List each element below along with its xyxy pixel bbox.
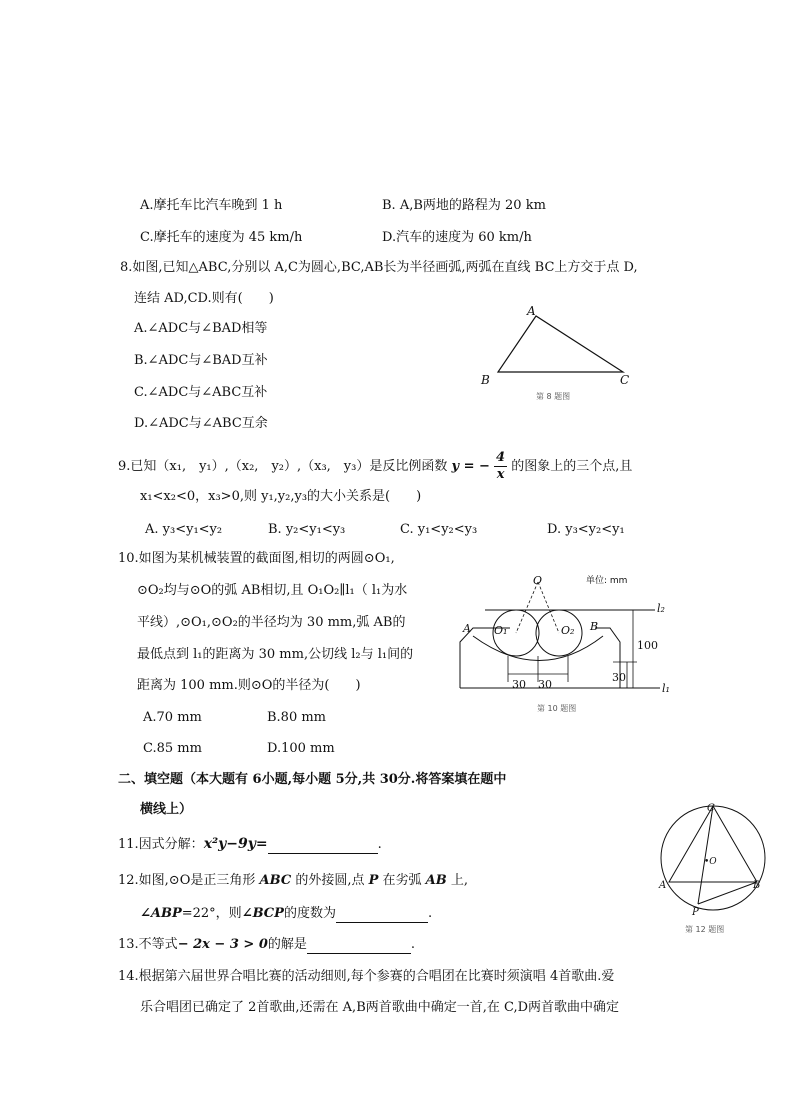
q9-option-a: A. y₃<y₁<y₂ xyxy=(145,522,223,537)
q10-label-l2: l₂ xyxy=(657,602,665,615)
q12-angle-abp: ∠ABP xyxy=(140,906,182,921)
q8-option-a: A.∠ADC与∠BAD相等 xyxy=(134,321,268,336)
q10-unit-label: 单位: mm xyxy=(586,576,628,586)
q12-line1-pre: 12.如图,⊙O是正三角形 xyxy=(118,873,256,888)
q12-p: P xyxy=(368,873,379,888)
q12-label-b: B xyxy=(753,880,761,891)
q8-option-d: D.∠ADC与∠ABC互余 xyxy=(134,416,268,431)
q10-option-d: D.100 mm xyxy=(267,741,335,756)
q12-line1-mid: 的外接圆,点 xyxy=(295,873,365,888)
q10-label-30c: 30 xyxy=(612,671,626,684)
q13-end: . xyxy=(410,937,416,952)
q10-label-o2: O₂ xyxy=(561,624,575,637)
q10-stem-line1: 10.如图为某机械装置的截面图,相切的两圆⊙O₁, xyxy=(118,551,395,566)
q10-label-b: B xyxy=(590,620,599,633)
q11-expr: x²y−9y= xyxy=(203,836,268,852)
q12-label-a: A xyxy=(659,880,667,891)
q11-end: . xyxy=(377,837,382,852)
q12-label-o: •O xyxy=(704,857,717,867)
q10-label-30b: 30 xyxy=(538,678,552,691)
q11-text: 11.因式分解： xyxy=(118,837,204,852)
q12-line2-mid: =22°，则 xyxy=(181,906,242,921)
q8-stem-text: 8.如图,已知△ABC,分别以 A,C为圆心,BC,AB长为半径画弧,两弧在直线 BC上方交于点 D, xyxy=(120,260,638,275)
q10-label-100: 100 xyxy=(637,639,658,652)
q9-fraction-numerator: 4 xyxy=(496,450,506,465)
triangle-abc xyxy=(498,316,623,372)
q10-caption: 第 10 题图 xyxy=(537,704,577,713)
q10-label-30a: 30 xyxy=(512,678,526,691)
q8-label-b: B xyxy=(481,373,490,387)
q10-stem-line5: 距离为 100 mm.则⊙O的半径为( ) xyxy=(137,678,361,693)
q9-stem-line2: x₁<x₂<0，x₃>0,则 y₁,y₂,y₃的大小关系是( ) xyxy=(140,489,422,504)
section2-heading-line2: 横线上） xyxy=(140,802,193,817)
q9-option-d: D. y₃<y₂<y₁ xyxy=(547,522,625,537)
q13-expr: − 2x − 3 > 0 xyxy=(177,937,268,952)
q8-stem-line2: 连结 AD,CD.则有( ) xyxy=(134,291,274,306)
q13-answer-blank[interactable] xyxy=(307,939,411,954)
q9-stem-line1 xyxy=(118,450,632,483)
q10-option-a: A.70 mm xyxy=(143,710,202,725)
q13-pre: 13.不等式 xyxy=(118,937,178,952)
q10-label-l1: l₁ xyxy=(662,682,670,695)
q7-option-a: A.摩托车比汽车晚到 1 h xyxy=(140,198,283,213)
q10-stem-line4: 最低点到 l₁的距离为 30 mm,公切线 l₂与 l₁间的 xyxy=(137,647,414,662)
q12-ab: AB xyxy=(425,873,447,888)
segment-bp xyxy=(698,882,757,904)
q12-label-p: P xyxy=(692,907,699,918)
q10-stem-line3: 平线）,⊙O₁,⊙O₂的半径均为 30 mm,弧 AB的 xyxy=(137,615,406,630)
q10-label-o: O xyxy=(533,574,543,587)
q9-fraction-denominator: x xyxy=(496,467,505,482)
q12-abc: ABC xyxy=(259,873,292,888)
section2-heading-line1: 二、填空题（本大题有 6小题,每小题 5分,共 30分.将答案填在题中 xyxy=(118,772,507,787)
q8-label-a: A xyxy=(527,304,536,318)
q12-line1-mid2: 在劣弧 xyxy=(382,873,422,888)
q9-option-c: C. y₁<y₂<y₃ xyxy=(400,522,478,537)
q12-line2-end: 的度数为 xyxy=(283,906,336,921)
q11-line xyxy=(118,835,382,854)
q12-angle-bcp: ∠BCP xyxy=(241,906,284,921)
q12-end: . xyxy=(427,906,433,921)
q10-option-c: C.85 mm xyxy=(143,741,202,756)
q8-option-c: C.∠ADC与∠ABC互补 xyxy=(134,385,268,400)
q8-triangle-figure xyxy=(470,300,640,390)
q10-stem-line2: ⊙O₂均与⊙O的弧 AB相切,且 O₁O₂∥l₁（ l₁为水 xyxy=(137,583,408,598)
q14-line2: 乐合唱团已确定了 2首歌曲,还需在 A,B两首歌曲中确定一首,在 C,D两首歌曲中确定 xyxy=(140,1000,620,1015)
q9-stem-post: 的图象上的三个点,且 xyxy=(511,459,633,474)
q9-func-lhs: y = − xyxy=(451,459,490,474)
q12-line1-end: 上, xyxy=(450,873,469,888)
q7-option-b: B. A,B两地的路程为 20 km xyxy=(382,198,546,213)
q8-label-c: C xyxy=(620,373,630,387)
q9-option-b: B. y₂<y₁<y₃ xyxy=(268,522,346,537)
q10-label-a: A xyxy=(463,622,471,635)
q7-option-c: C.摩托车的速度为 45 km/h xyxy=(140,230,303,245)
q13-post: 的解是 xyxy=(267,937,307,952)
q13-line xyxy=(118,936,415,954)
q8-option-b: B.∠ADC与∠BAD互补 xyxy=(134,353,268,368)
q10-option-b: B.80 mm xyxy=(267,710,327,725)
q8-caption: 第 8 题图 xyxy=(536,392,571,401)
q11-answer-blank[interactable] xyxy=(268,839,378,854)
q12-line2 xyxy=(140,905,432,923)
q8-stem-line1 xyxy=(120,259,638,277)
q9-fraction xyxy=(494,450,507,483)
q12-label-c: C xyxy=(707,803,715,814)
q14-line1: 14.根据第六届世界合唱比赛的活动细则,每个参赛的合唱团在比赛时须演唱 4首歌曲.爱 xyxy=(118,969,615,984)
q12-caption: 第 12 题图 xyxy=(685,925,725,934)
q12-answer-blank[interactable] xyxy=(336,908,428,923)
q10-label-o1: O₁ xyxy=(494,624,508,637)
q12-line1 xyxy=(118,872,468,890)
q7-option-d: D.汽车的速度为 60 km/h xyxy=(382,230,532,245)
q9-stem-pre: 9.已知（x₁, y₁）,（x₂, y₂）,（x₃, y₃）是反比例函数 xyxy=(118,459,448,474)
